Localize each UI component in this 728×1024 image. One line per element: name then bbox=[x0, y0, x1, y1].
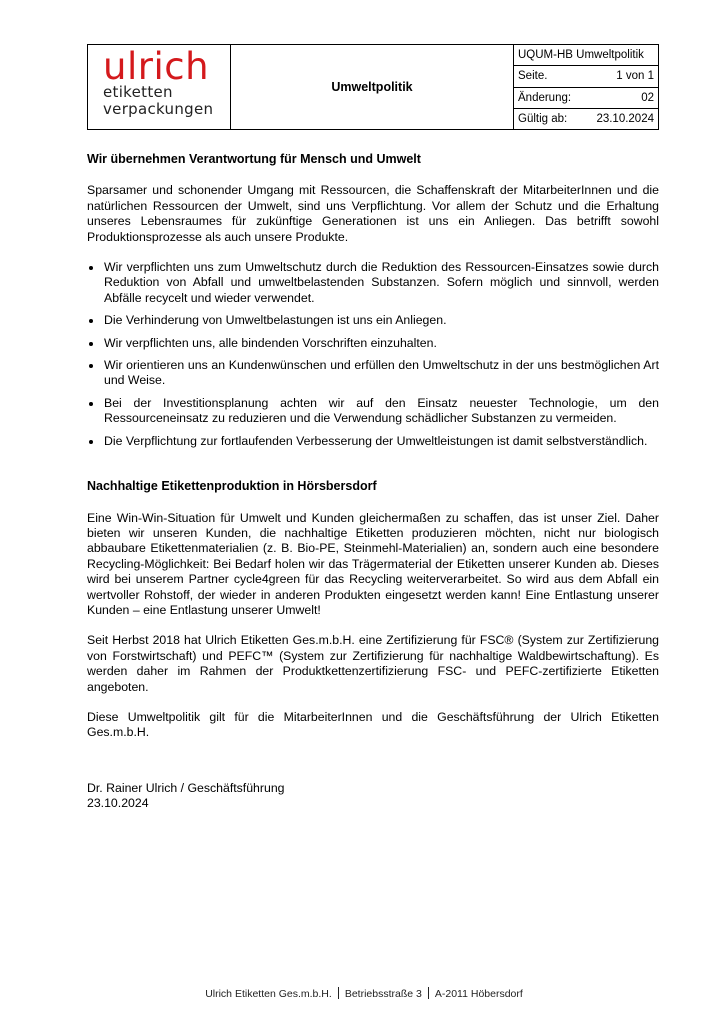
logo-line-2: verpackungen bbox=[103, 100, 214, 118]
list-item: Die Verhinderung von Umweltbelastungen ist uns ein Anliegen. bbox=[87, 313, 659, 328]
document-header bbox=[87, 44, 659, 130]
list-item: Wir verpflichten uns, alle bindenden Vorschriften einzuhalten. bbox=[87, 336, 659, 351]
logo-wordmark: ulrich bbox=[103, 45, 210, 88]
section-2-paragraph-2: Seit Herbst 2018 hat Ulrich Etiketten Ges.m.b.H. eine Zertifizierung für FSC® (System zur Zertifizierung von Forstwirtschaft) und PEFC™ (System zur Zertifizierung für nachhaltige Waldbewirtschaftung). Es werden daher im Rahmen der Produktkettenzertifizierung FSC- und PEFC-zertifizierte Etiketten angeboten. bbox=[87, 633, 659, 694]
document-meta bbox=[514, 45, 658, 129]
doc-ref-value: UQUM-HB Umweltpolitik bbox=[518, 49, 644, 62]
signatory: Dr. Rainer Ulrich / Geschäftsführung bbox=[87, 780, 285, 795]
logo-line-1: etiketten bbox=[103, 83, 173, 101]
section-2-heading: Nachhaltige Etikettenproduktion in Hörsbersdorf bbox=[87, 479, 377, 494]
doc-ref bbox=[514, 45, 658, 66]
list-item: Die Verpflichtung zur fortlaufenden Verbesserung der Umweltleistungen ist damit selbstverständlich. bbox=[87, 434, 659, 449]
section-1-intro: Sparsamer und schonender Umgang mit Ressourcen, die Schaffenskraft der MitarbeiterInnen und die natürlichen Ressourcen der Umwelt, sind uns Verpflichtung. Vor allem der Schutz und die Erhaltung unseres Lebensraumes für zukünftige Generationen ist uns ein Anliegen. Das betrifft sowohl Produktionsprozesse als auch unsere Produkte. bbox=[87, 183, 659, 244]
change-label: Änderung: bbox=[518, 91, 572, 104]
footer-city: A-2011 Höbersdorf bbox=[434, 988, 523, 1000]
page-value: 1 von 1 bbox=[616, 70, 654, 83]
document-body bbox=[87, 152, 659, 812]
footer-street: Betriebsstraße 3 bbox=[344, 988, 422, 1000]
valid-label: Gültig ab: bbox=[518, 112, 568, 125]
section-1-heading: Wir übernehmen Verantwortung für Mensch und Umwelt bbox=[87, 152, 421, 166]
section-2-paragraph-1: Eine Win-Win-Situation für Umwelt und Kunden gleichermaßen zu schaffen, das ist unser Ziel. Daher bieten wir unseren Kunden, die nachhaltige Etiketten produzieren möchten, nicht nur biologisch abbaubare Etikettenmaterialien (z. B. Bio-PE, Steinmehl-Materialien) an, sondern auch eine besondere Recycling-Möglichkeit: Bei Bedarf holen wir das Trägermaterial der Etiketten unserer Kunden ab. Dieses wird bei unserem Partner cycle4green für das Recycling weiterverarbeitet. So wird aus dem Abfall ein wertvoller Rohstoff, der wieder in anderen Produkten eingesetzt werden kann! Eine Entlastung unserer Kunden – eine Entlastung unserer Umwelt! bbox=[87, 510, 659, 617]
section-2-paragraph-3: Diese Umweltpolitik gilt für die MitarbeiterInnen und die Geschäftsführung der Ulrich Etiketten Ges.m.b.H. bbox=[87, 709, 659, 740]
company-logo bbox=[88, 45, 231, 129]
list-item: Bei der Investitionsplanung achten wir auf den Einsatz neuester Technologie, um den Ressourceneinsatz zu reduzieren und die Verwendung schädlicher Substanzen zu vermeiden. bbox=[87, 396, 659, 427]
change-row bbox=[514, 88, 658, 109]
change-value: 02 bbox=[641, 91, 654, 104]
list-item: Wir orientieren uns an Kundenwünschen und erfüllen den Umweltschutz in der uns bestmöglichen Art und Weise. bbox=[87, 358, 659, 389]
valid-row bbox=[514, 109, 658, 129]
footer-company: Ulrich Etiketten Ges.m.b.H. bbox=[205, 988, 332, 1000]
list-item: Wir verpflichten uns zum Umweltschutz durch die Reduktion des Ressourcen-Einsatzes sowie durch Reduktion von Abfall und umweltbelastenden Substanzen. Sofern möglich und sinnvoll, werden Abfälle recycelt und wieder verwendet. bbox=[87, 260, 659, 306]
page-row bbox=[514, 66, 658, 87]
signature-date: 23.10.2024 bbox=[87, 796, 149, 811]
document-title: Umweltpolitik bbox=[231, 45, 514, 129]
valid-value: 23.10.2024 bbox=[596, 112, 654, 125]
page-footer bbox=[0, 987, 728, 1000]
footer-divider bbox=[428, 987, 429, 999]
signature-block bbox=[87, 781, 659, 812]
commitment-list bbox=[87, 260, 659, 449]
footer-divider bbox=[338, 987, 339, 999]
page-label: Seite. bbox=[518, 70, 548, 83]
